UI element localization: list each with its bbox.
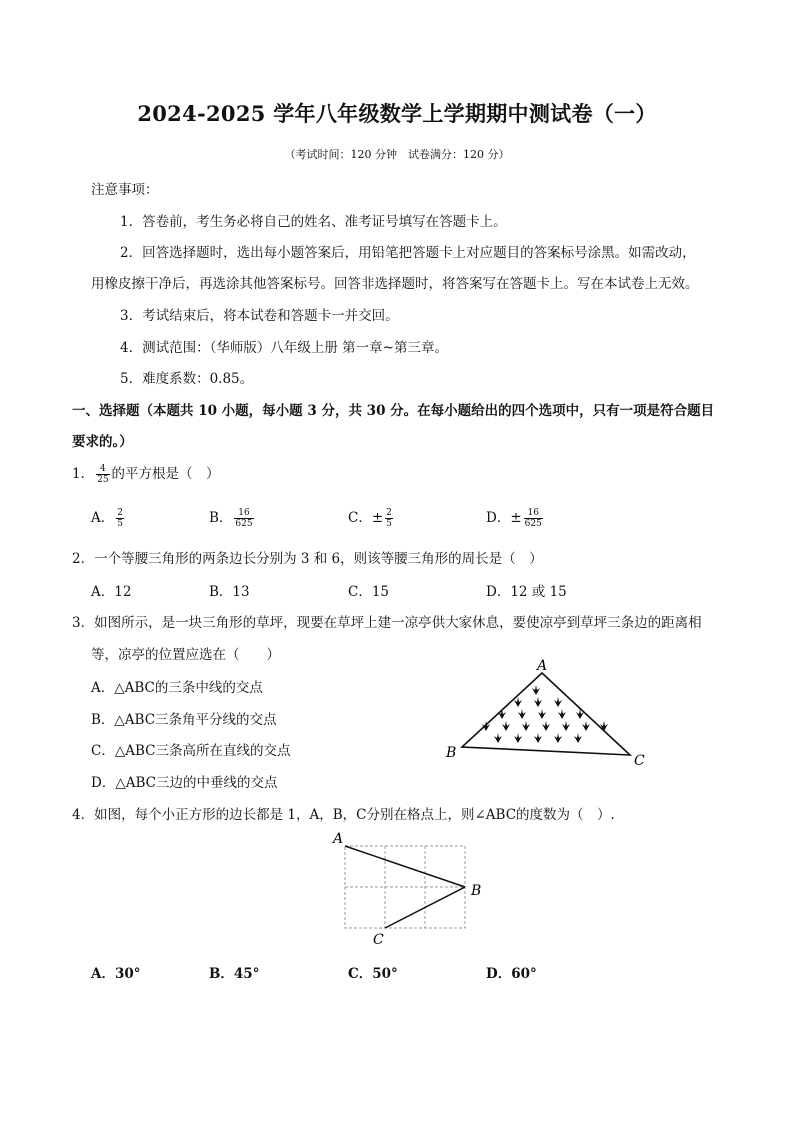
grass-icon — [554, 733, 562, 743]
option-b[interactable]: B．△ABC三条角平分线的交点 — [91, 712, 277, 728]
question-4: 4．如图，每个小正方形的边长都是 1，A，B，C分别在格点上，则∠ABC的度数为（ ）. — [72, 807, 615, 823]
fraction: $\frac{16}{625}$ — [235, 508, 253, 529]
grass-icon — [498, 709, 506, 719]
grass-icon — [494, 733, 502, 743]
option-c[interactable]: C．50° — [348, 966, 398, 982]
exam-info: （考试时间：120 分钟 试卷满分：120 分） — [284, 148, 510, 161]
grass-icon — [518, 709, 526, 719]
option-d[interactable]: D．60° — [486, 966, 537, 982]
section-heading: 一、选择题（本题共 10 小题，每小题 3 分，共 30 分。在每小题给出的四个选项中，只有一项是符合题目 — [72, 403, 715, 419]
fraction: $\frac{16}{625}$ — [524, 508, 542, 529]
option-b[interactable]: B． $\frac{16}{625}$ — [209, 508, 253, 529]
grass-icon — [538, 709, 546, 719]
grass-icon — [532, 685, 540, 695]
grass-icon — [534, 733, 542, 743]
option-d[interactable]: D．12 或 15 — [486, 584, 567, 600]
notice-heading: 注意事项： — [91, 182, 159, 198]
grass-icon — [562, 721, 570, 731]
notice-item: 3．考试结束后，将本试卷和答题卡一并交回。 — [120, 308, 399, 324]
vertex-label-a: A — [537, 658, 548, 674]
question-3-cont: 等，凉亭的位置应选在（ ） — [91, 647, 280, 663]
fraction: $\frac{4}{25}$ — [97, 464, 109, 485]
option-c[interactable]: C．△ABC三条高所在直线的交点 — [91, 743, 291, 759]
option-c[interactable]: C．15 — [348, 584, 390, 600]
lawn-triangle-figure — [440, 655, 660, 775]
point-label-b: B — [471, 883, 482, 899]
option-a[interactable]: A． $\frac{2}{5}$ — [91, 508, 123, 529]
option-b[interactable]: B．45° — [209, 966, 260, 982]
grass-icon — [522, 721, 530, 731]
grass-icon — [514, 733, 522, 743]
question-number: 1． — [72, 466, 95, 482]
question-2: 2．一个等腰三角形的两条边长分别为 3 和 6，则该等腰三角形的周长是（ ） — [72, 551, 543, 567]
page-title: 2024-2025 学年八年级数学上学期期中测试卷（一） — [137, 101, 657, 126]
option-a[interactable]: A．△ABC的三条中线的交点 — [91, 680, 263, 696]
grass-icon — [574, 733, 582, 743]
notice-item: 用橡皮擦干净后，再选涂其他答案标号。回答非选择题时，将答案写在答题卡上。写在本试卷上无效。 — [91, 276, 699, 292]
question-stem: 的平方根是（ ） — [111, 466, 220, 482]
grass-icon — [600, 721, 608, 731]
notice-item: 5．难度系数：0.85。 — [120, 371, 254, 387]
option-d[interactable]: D．± $\frac{16}{625}$ — [486, 508, 542, 529]
point-label-c: C — [373, 932, 384, 948]
grass-icon — [558, 709, 566, 719]
grass-icons — [482, 685, 608, 743]
grass-icon — [554, 697, 562, 707]
grass-icon — [534, 697, 542, 707]
vertex-label-b: B — [446, 745, 457, 761]
notice-item: 2．回答选择题时，选出每小题答案后，用铅笔把答题卡上对应题目的答案标号涂黑。如需改动， — [120, 245, 696, 261]
option-d[interactable]: D．△ABC三边的中垂线的交点 — [91, 775, 278, 791]
question-3: 3．如图所示，是一块三角形的草坪，现要在草坪上建一凉亭供大家休息，要使凉亭到草坪三条边的距离相 — [72, 615, 702, 631]
point-label-a: A — [333, 831, 344, 847]
option-a[interactable]: A．30° — [91, 966, 141, 982]
grid-angle-figure — [325, 825, 495, 950]
vertex-label-c: C — [634, 753, 645, 769]
fraction: $\frac{2}{5}$ — [386, 508, 392, 529]
grass-icon — [582, 721, 590, 731]
grass-icon — [502, 721, 510, 731]
notice-item: 1．答卷前，考生务必将自己的姓名、准考证号填写在答题卡上。 — [120, 214, 507, 230]
option-a[interactable]: A．12 — [91, 584, 132, 600]
option-b[interactable]: B．13 — [209, 584, 250, 600]
section-heading-cont: 要求的。） — [72, 434, 133, 450]
fraction: $\frac{2}{5}$ — [117, 508, 123, 529]
notice-item: 4．测试范围：（华师版）八年级上册 第一章~第三章。 — [120, 340, 448, 356]
option-c[interactable]: C．± $\frac{2}{5}$ — [348, 508, 392, 529]
question-1 — [72, 462, 220, 485]
grass-icon — [542, 721, 550, 731]
